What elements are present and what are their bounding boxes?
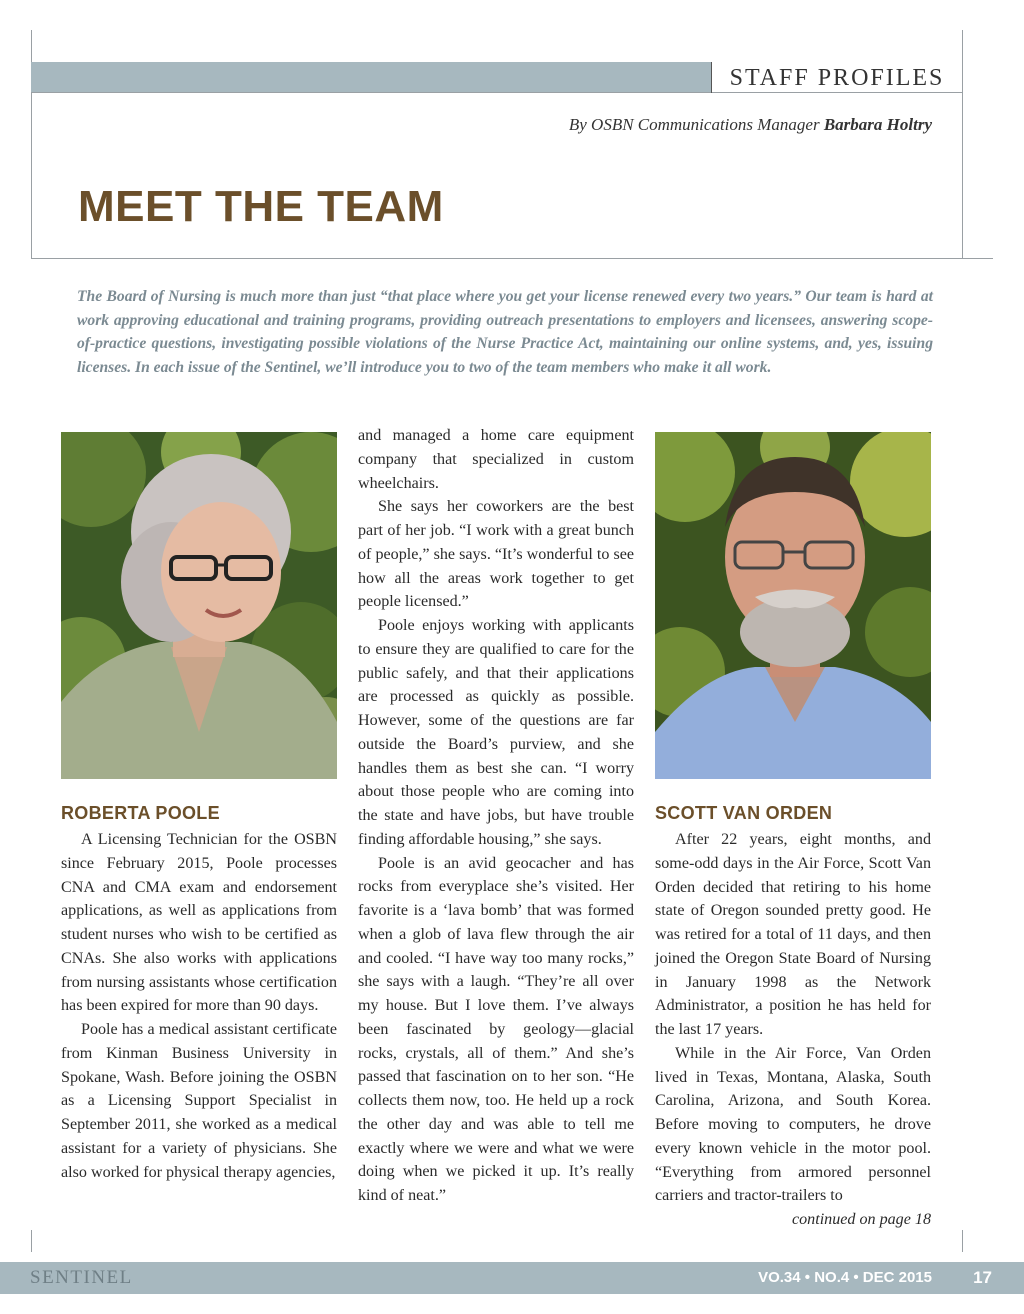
byline-author: Barbara Holtry [823, 115, 932, 134]
title-rule [31, 258, 993, 259]
paragraph: and managed a home care equipment company that specialized in custom wheelchairs. [358, 427, 634, 492]
profile-name-roberta-poole: ROBERTA POOLE [61, 803, 220, 823]
header-banner [31, 62, 711, 92]
scott-van-orden-photo [655, 432, 931, 779]
intro-paragraph: The Board of Nursing is much more than just “that place where you get your license renewed every two years.” Our team is hard at work approving educational and training programs, providing outreach presentations to employers and licensees, answering scope-of-practice questions, investigating possible violations of the Nurse Practice Act, maintaining our online systems, and, yes, issuing licenses. In each issue of the Sentinel, we’ll introduce you to two of the team members who make it all work. [77, 288, 933, 377]
paragraph: Poole has a medical assistant certificate from Kinman Business University in Spokane, Wash. Before joining the OSBN as a Licensing Support Specialist in September 2011, she worked as a medical assistant for a variety of physicians. She also worked for physical therapy agencies, [61, 1021, 337, 1181]
roberta-poole-photo [61, 432, 337, 779]
frame-line-bottom-right [962, 1230, 963, 1252]
continued-link[interactable]: continued on page 18 [791, 1211, 931, 1228]
paragraph: She says her coworkers are the best part of her job. “I work with a great bunch of people,” she says. “It’s wonderful to see how all the areas work together to get people licensed.” [358, 498, 634, 611]
page-number: 17 [973, 1268, 992, 1287]
column-1 [61, 828, 337, 1184]
section-label: STAFF PROFILES [729, 65, 945, 91]
frame-line-right [962, 30, 963, 258]
paragraph: Poole enjoys working with applicants to ensure they are qualified to care for the public safely, and that their applications are processed as quickly as possible. However, some of the questions are far outside the Board’s purview, and she handles them as best she can. “I worry about those people who are coming into the state and have jobs, but have trouble finding affordable housing,” she says. [358, 617, 634, 848]
paragraph: After 22 years, eight months, and some-odd days in the Air Force, Scott Van Orden decided that retiring to his home state of Oregon sounded pretty good. He was retired for a total of 11 days, and then joined the Oregon State Board of Nursing in January 1998 as the Network Administrator, a position he has held for the last 17 years. [655, 831, 931, 1038]
footer-publication: SENTINEL [30, 1267, 133, 1288]
byline-prefix: By OSBN Communications Manager [568, 115, 820, 134]
frame-line-bottom-left [31, 1230, 32, 1252]
footer-issue: VO.34 • NO.4 • DEC 2015 [758, 1269, 932, 1286]
paragraph: Poole is an avid geocacher and has rocks from everyplace she’s visited. Her favorite is a ‘lava bomb’ that was formed when a glob of lava flew through the air and cooled. “I have way too many rocks,” she says with a laugh. “They’re all over my house. But I love them. I’ve always been fascinated by geology—glacial rocks, crystals, all of them.” And she’s passed that fascination on to her son. “He collects them now, too. He held up a rock the other day and was able to tell me exactly where we were and what we were doing when we picked it up. It’s really kind of neat.” [358, 854, 634, 1204]
paragraph: While in the Air Force, Van Orden lived in Texas, Montana, Alaska, South Carolina, Arizona, and South Korea. Before moving to computers, he drove every known vehicle in the motor pool. “Everything from armored personnel carriers and tractor-trailers to [655, 1044, 931, 1205]
page-title: MEET THE TEAM [78, 182, 444, 231]
column-3 [655, 828, 931, 1232]
paragraph: A Licensing Technician for the OSBN since February 2015, Poole processes CNA and CMA exam and endorsement applications, as well as applications from student nurses who wish to be certified as CNAs. She also works with applications from nursing assistants whose certification has been expired for more than 90 days. [61, 831, 337, 1015]
byline [569, 115, 932, 135]
profile-name-scott-van-orden: SCOTT VAN ORDEN [655, 803, 833, 823]
column-2 [358, 424, 634, 1208]
